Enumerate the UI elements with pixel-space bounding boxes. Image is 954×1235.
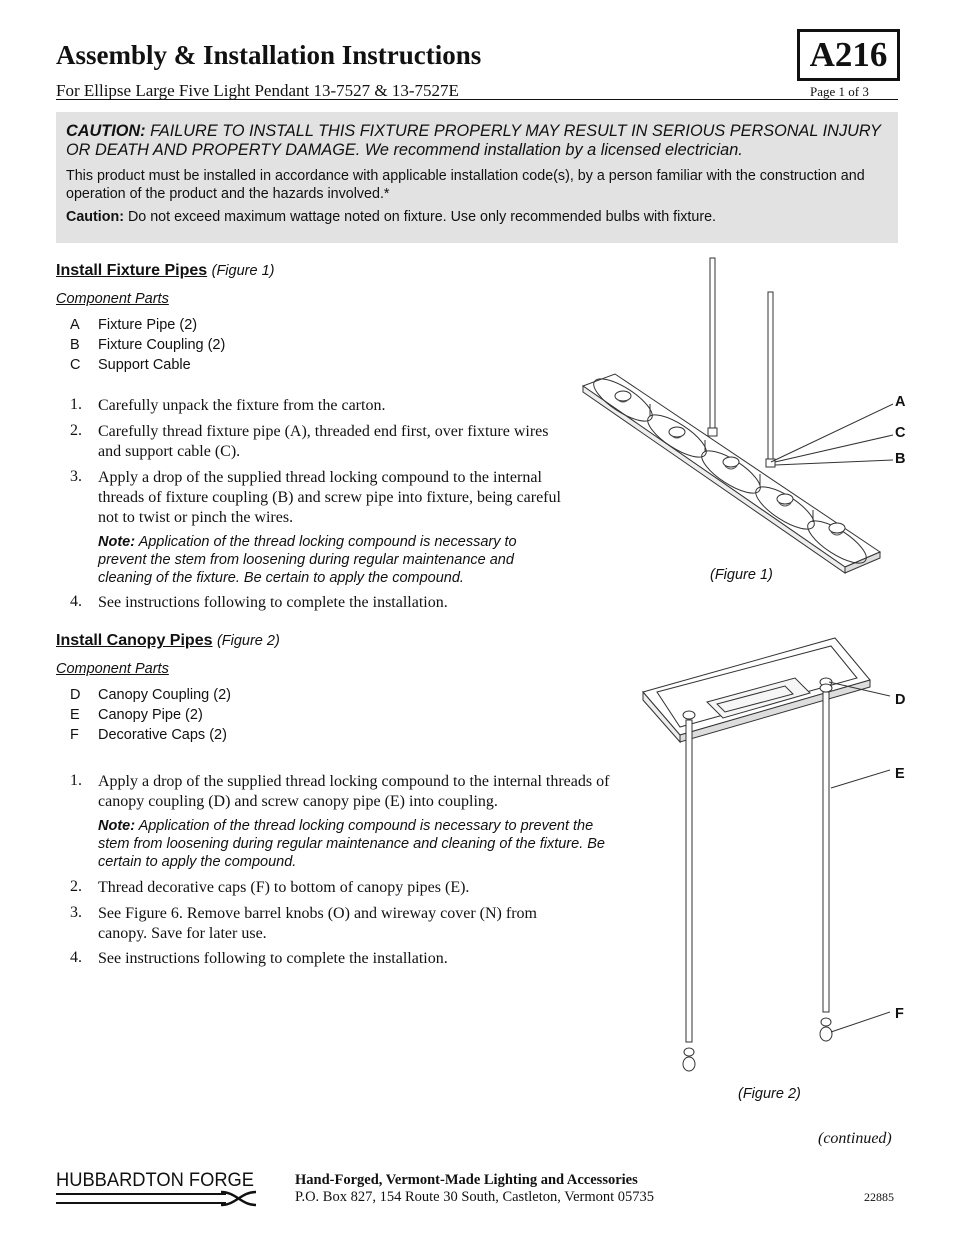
part-letter: F: [70, 727, 79, 743]
figure-1-fixture-bar-illustration: [575, 252, 910, 582]
step-number: 4.: [70, 949, 82, 966]
caution-main: [66, 122, 886, 160]
figure-1-caption: (Figure 1): [710, 567, 773, 583]
footer-address: P.O. Box 827, 154 Route 30 South, Castleton, Vermont 05735: [295, 1189, 655, 1205]
component-parts-heading: Component Parts: [56, 291, 169, 307]
figure-1-callout-b: B: [895, 451, 906, 467]
figure-2-caption: (Figure 2): [738, 1086, 801, 1102]
step-text: See instructions following to complete the installation.: [98, 950, 448, 967]
caution-wattage-label: Caution:: [66, 209, 124, 225]
figure-1-callout-a: A: [895, 394, 906, 410]
hubbardton-forge-logo: [56, 1166, 266, 1208]
part-label: Fixture Pipe (2): [98, 317, 198, 333]
step-number: 3.: [70, 904, 82, 921]
step-number: 1.: [70, 772, 82, 789]
figure-2-callout-f: F: [895, 1006, 904, 1022]
step-number: 1.: [70, 396, 82, 413]
caution-main-text: FAILURE TO INSTALL THIS FIXTURE PROPERLY MAY RESULT IN SERIOUS PERSONAL INJURY OR DEATH AND PROPERTY DAMAGE. We recommend installation by a licensed electrician.: [66, 122, 881, 159]
document-code-box: [797, 29, 900, 81]
section-title: Install Fixture Pipes: [56, 262, 208, 279]
caution-label: CAUTION:: [66, 122, 146, 140]
part-label: Support Cable: [98, 357, 191, 373]
note-text: Application of the thread locking compound is necessary to prevent the stem from loosening during regular maintenance and cleaning of the fixture. Be certain to apply the compound.: [98, 534, 517, 586]
figure-2-callout-e: E: [895, 766, 905, 782]
step-text: Carefully thread fixture pipe (A), threaded end first, over fixture wires and support cable (C).: [98, 423, 549, 460]
continued-note: (continued): [818, 1130, 892, 1147]
note: [98, 817, 613, 871]
caution-wattage-text: Do not exceed maximum wattage noted on fixture. Use only recommended bulbs with fixture.: [127, 209, 717, 225]
figure-2-canopy-illustration: [635, 630, 910, 1080]
document-subtitle: For Ellipse Large Five Light Pendant 13-7527 & 13-7527E: [56, 81, 459, 100]
note-label: Note:: [98, 534, 136, 550]
document-title: Assembly & Installation Instructions: [56, 40, 482, 70]
figure-1-callout-c: C: [895, 425, 906, 441]
page-number: Page 1 of 3: [810, 84, 869, 99]
figure-2-callout-d: D: [895, 692, 906, 708]
caution-wattage: [66, 208, 886, 226]
part-label: Canopy Coupling (2): [98, 687, 231, 703]
caution-body: This product must be installed in accordance with applicable installation code(s), by a person familiar with the construction and operation of the product and the hazards involved.*: [66, 168, 865, 202]
section-install-canopy-pipes: [56, 632, 280, 650]
step-text: Apply a drop of the supplied thread locking compound to the internal threads of canopy coupling (D) and screw canopy pipe (E) into coupling.: [98, 773, 610, 810]
part-label: Canopy Pipe (2): [98, 707, 203, 723]
step-text: Carefully unpack the fixture from the carton.: [98, 397, 386, 414]
note-label: Note:: [98, 818, 136, 834]
part-label: Decorative Caps (2): [98, 727, 227, 743]
step-text: Apply a drop of the supplied thread locking compound to the internal threads of fixture coupling (B) and screw pipe into fixture, being careful not to twist or pinch the wires.: [98, 469, 561, 526]
note-text: Application of the thread locking compound is necessary to prevent the stem from loosening during regular maintenance and cleaning of the fixture. Be certain to apply the compound.: [98, 818, 605, 870]
part-letter: A: [70, 317, 80, 333]
component-parts-heading: Component Parts: [56, 661, 169, 677]
step-number: 2.: [70, 878, 82, 895]
section-title: Install Canopy Pipes: [56, 632, 213, 649]
title-rule: [56, 99, 898, 100]
part-letter: C: [70, 357, 81, 373]
part-letter: E: [70, 707, 80, 723]
section-figure-ref: (Figure 1): [211, 263, 275, 279]
footer-tagline: Hand-Forged, Vermont-Made Lighting and Accessories: [295, 1172, 638, 1188]
step-number: 4.: [70, 593, 82, 610]
section-install-fixture-pipes: [56, 262, 274, 280]
part-letter: D: [70, 687, 81, 703]
note: [98, 533, 568, 587]
step-text: Thread decorative caps (F) to bottom of canopy pipes (E).: [98, 879, 470, 896]
step-text: See instructions following to complete the installation.: [98, 594, 448, 611]
document-code: A216: [809, 35, 888, 74]
step-number: 2.: [70, 422, 82, 439]
brand-name: HUBBARDTON FORGE: [56, 1170, 254, 1191]
section-figure-ref: (Figure 2): [216, 633, 280, 649]
step-number: 3.: [70, 468, 82, 485]
part-label: Fixture Coupling (2): [98, 337, 226, 353]
part-letter: B: [70, 337, 80, 353]
step-text: See Figure 6. Remove barrel knobs (O) and wireway cover (N) from canopy. Save for later use.: [98, 905, 537, 942]
footer-code: 22885: [864, 1190, 894, 1204]
